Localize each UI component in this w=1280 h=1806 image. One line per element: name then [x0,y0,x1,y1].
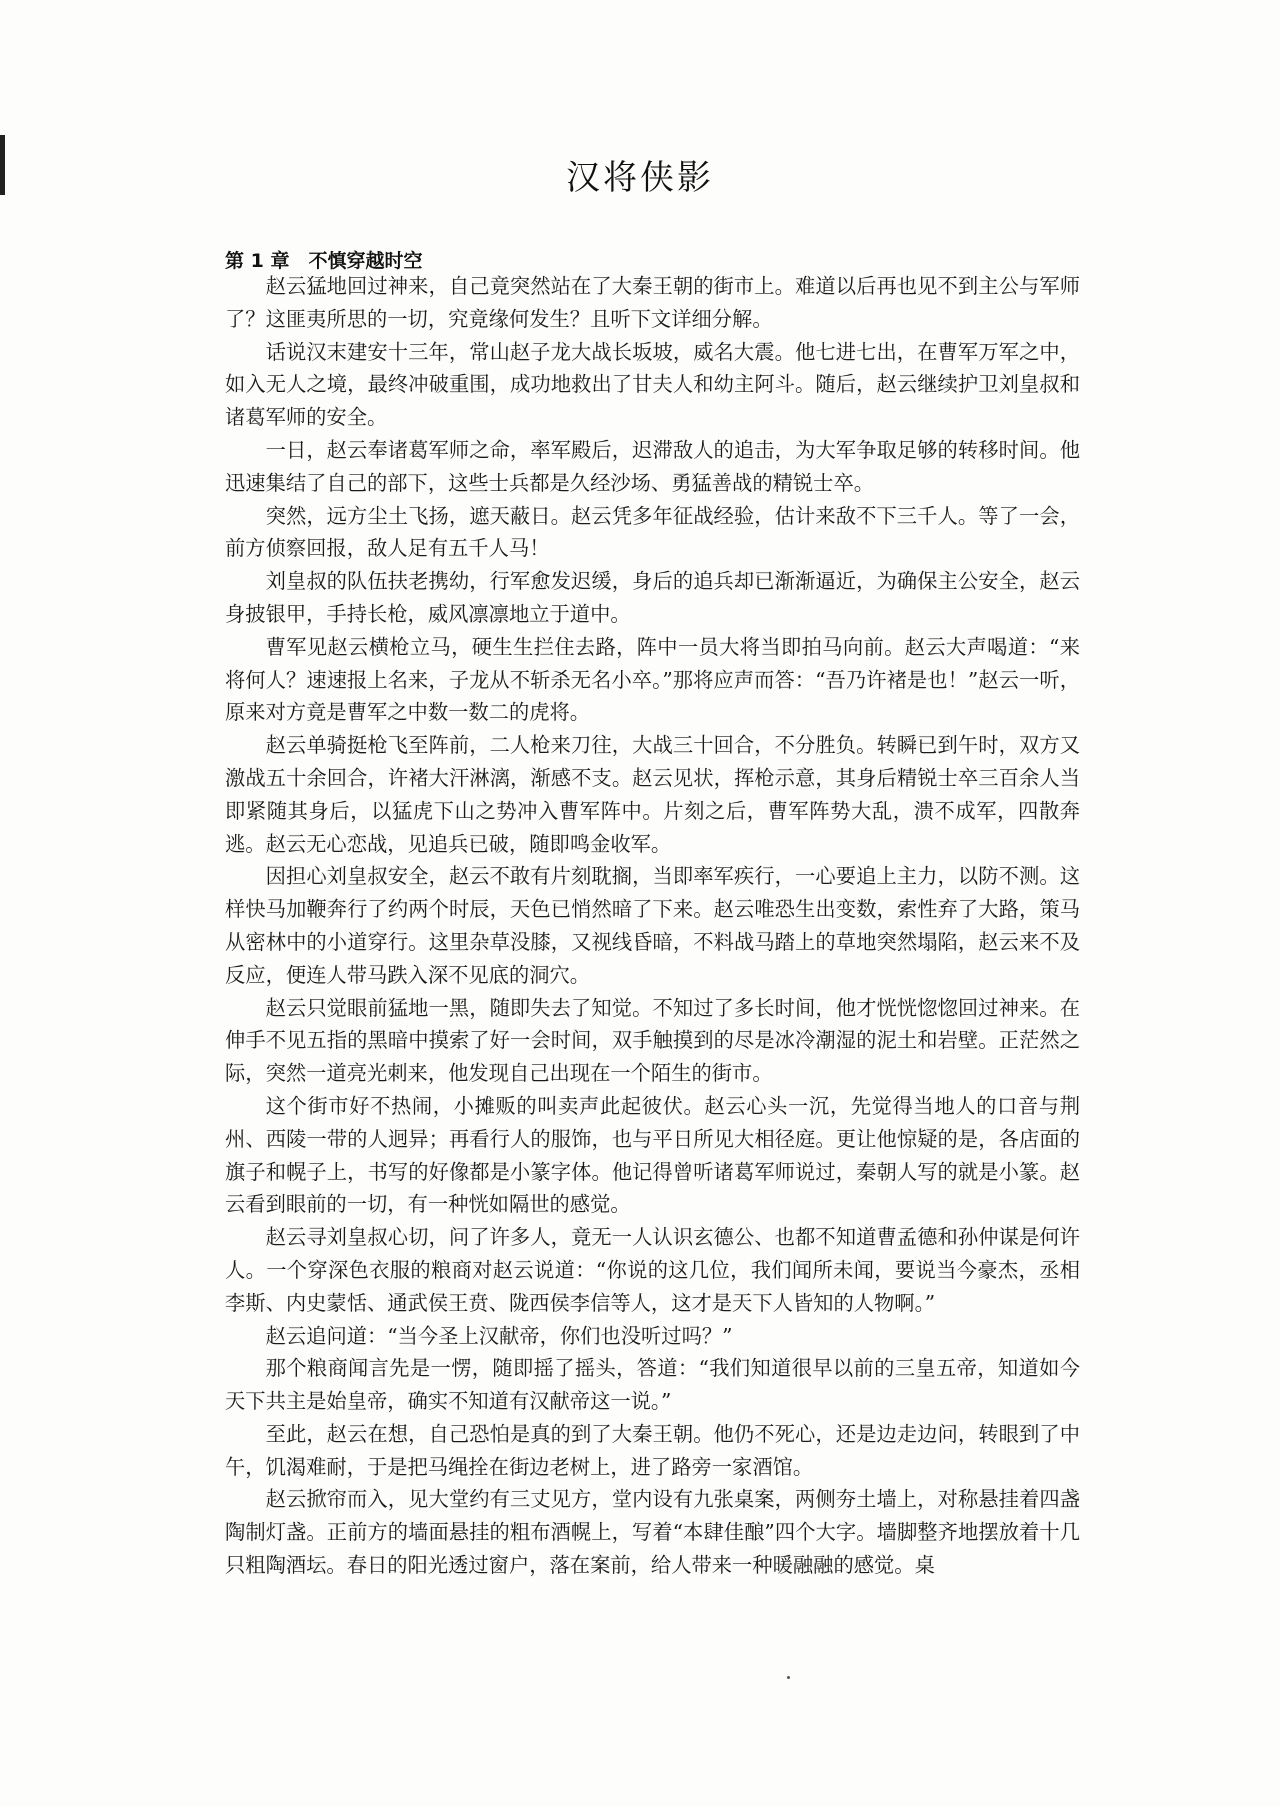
paragraph: 话说汉末建安十三年，常山赵子龙大战长坂坡，威名大震。他七进七出，在曹军万军之中，如入无人之境，最终冲破重围，成功地救出了甘夫人和幼主阿斗。随后，赵云继续护卫刘皇叔和诸葛军师的安全。 [225,339,1080,430]
paragraph: 至此，赵云在想，自己恐怕是真的到了大秦王朝。他仍不死心，还是边走边问，转眼到了中午，饥渴难耐，于是把马绳拴在街边老树上，进了路旁一家酒馆。 [225,1421,1080,1479]
scan-speck [787,1676,790,1679]
paragraph: 赵云追问道：“当今圣上汉献帝，你们也没听过吗？” [265,1323,733,1348]
paragraph: 曹军见赵云横枪立马，硬生生拦住去路，阵中一员大将当即拍马向前。赵云大声喝道：“来将何人？速速报上名来，子龙从不斩杀无名小卒。”那将应声而答：“吾乃许褚是也！”赵云一听，原来对方竟是曹军之中数一数二的虎将。 [225,634,1080,725]
paragraph: 赵云单骑挺枪飞至阵前，二人枪来刀往，大战三十回合，不分胜负。转瞬已到午时，双方又激战五十余回合，许褚大汗淋漓，渐感不支。赵云见状，挥枪示意，其身后精锐士卒三百余人当即紧随其身后，以猛虎下山之势冲入曹军阵中。片刻之后，曹军阵势大乱，溃不成军，四散奔逃。赵云无心恋战，见追兵已破，随即鸣金收军。 [225,733,1080,856]
paragraph: 赵云只觉眼前猛地一黑，随即失去了知觉。不知过了多长时间，他才恍恍惚惚回过神来。在伸手不见五指的黑暗中摸索了好一会时间，双手触摸到的尽是冰冷潮湿的泥土和岩壁。正茫然之际，突然一道亮光刺来，他发现自己出现在一个陌生的街市。 [225,995,1080,1086]
paragraph: 突然，远方尘土飞扬，遮天蔽日。赵云凭多年征战经验，估计来敌不下三千人。等了一会，前方侦察回报，敌人足有五千人马！ [225,503,1080,561]
chapter-heading: 第 1 章 不慎穿越时空 [225,250,423,272]
document-title: 汉将侠影 [566,158,714,198]
paragraph: 一日，赵云奉诸葛军师之命，率军殿后，迟滞敌人的追击，为大军争取足够的转移时间。他迅速集结了自己的部下，这些士兵都是久经沙场、勇猛善战的精锐士卒。 [225,437,1080,495]
paragraph: 赵云掀帘而入，见大堂约有三丈见方，堂内设有九张桌案，两侧夯土墙上，对称悬挂着四盏陶制灯盏。正前方的墙面悬挂的粗布酒幌上，写着“本肆佳酿”四个大字。墙脚整齐地摆放着十几只粗陶酒坛。春日的阳光透过窗户，落在案前，给人带来一种暖融融的感觉。桌 [225,1487,1080,1578]
paragraph: 赵云猛地回过神来，自己竟突然站在了大秦王朝的街市上。难道以后再也见不到主公与军师了？这匪夷所思的一切，究竟缘何发生？且听下文详细分解。 [225,274,1080,331]
paragraph: 这个街市好不热闹，小摊贩的叫卖声此起彼伏。赵云心头一沉，先觉得当地人的口音与荆州、西陵一带的人迥异；再看行人的服饰，也与平日所见大相径庭。更让他惊疑的是，各店面的旗子和幌子上，书写的好像都是小篆字体。他记得曾听诸葛军师说过，秦朝人写的就是小篆。赵云看到眼前的一切，有一种恍如隔世的感觉。 [225,1093,1080,1217]
paragraph: 因担心刘皇叔安全，赵云不敢有片刻耽搁，当即率军疾行，一心要追上主力，以防不测。这样快马加鞭奔行了约两个时辰，天色已悄然暗了下来。赵云唯恐生出变数，索性弃了大路，策马从密林中的小道穿行。这里杂草没膝，又视线昏暗，不料战马踏上的草地突然塌陷，赵云来不及反应，便连人带马跌入深不见底的洞穴。 [225,864,1080,987]
body-text [225,270,1080,1582]
paragraph: 刘皇叔的队伍扶老携幼，行军愈发迟缓，身后的追兵却已渐渐逼近，为确保主公安全，赵云身披银甲，手持长枪，威风凛凛地立于道中。 [225,569,1080,626]
paragraph: 赵云寻刘皇叔心切，问了许多人，竟无一人认识玄德公、也都不知道曹孟德和孙仲谋是何许人。一个穿深色衣服的粮商对赵云说道：“你说的这几位，我们闻所未闻，要说当今豪杰，丞相李斯、内史蒙恬、通武侯王贲、陇西侯李信等人，这才是天下人皆知的人物啊。” [225,1225,1080,1315]
paragraph: 那个粮商闻言先是一愣，随即摇了摇头，答道：“我们知道很早以前的三皇五帝，知道如今天下共主是始皇帝，确实不知道有汉献帝这一说。” [225,1356,1080,1414]
